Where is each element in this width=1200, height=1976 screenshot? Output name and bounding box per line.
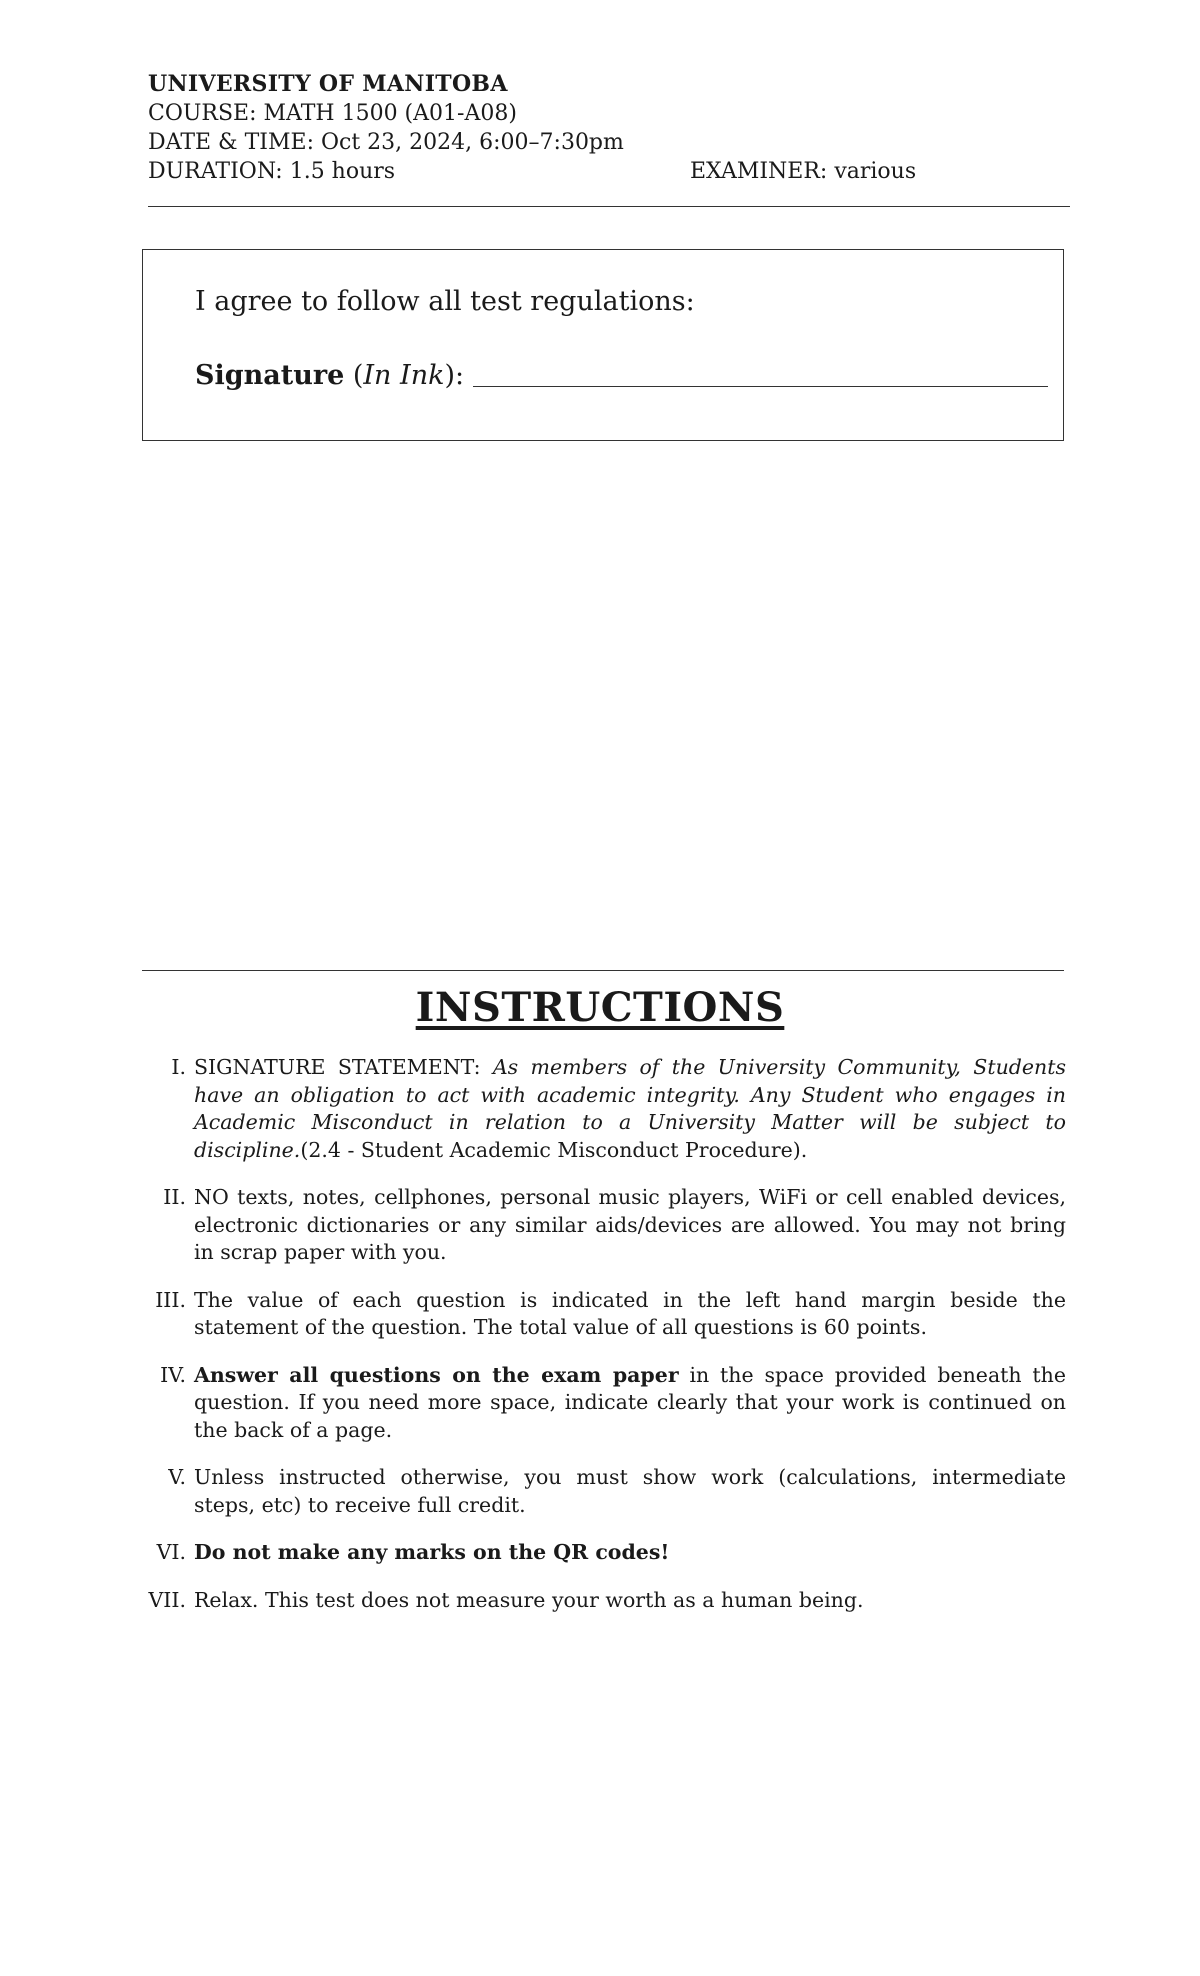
instruction-text: in the space provided beneath the question. If you need more space, indicate clearly that your work is continued on the back of a page.: [194, 1362, 1067, 1442]
signature-label-open: (: [344, 360, 364, 391]
header-divider: [148, 206, 1070, 207]
signature-line[interactable]: [473, 386, 1048, 387]
instruction-number: I.: [171, 1055, 186, 1079]
signature-label-bold: Signature: [195, 360, 345, 391]
instructions-divider: [142, 970, 1064, 971]
instruction-number: III.: [155, 1287, 186, 1312]
duration-line: DURATION: 1.5 hours: [148, 159, 396, 184]
instruction-lead: SIGNATURE STATEMENT:: [194, 1055, 493, 1079]
agreement-statement: I agree to follow all test regulations:: [195, 286, 695, 317]
signature-label: [195, 360, 464, 391]
date-time-line: DATE & TIME: Oct 23, 2024, 6:00–7:30pm: [148, 130, 624, 155]
instruction-text: NO texts, notes, cellphones, personal music players, WiFi or cell enabled devices, electronic dictionaries or any similar aids/devices are allowed. You may not bring in scrap paper with you.: [194, 1185, 1066, 1264]
instruction-number: V.: [168, 1465, 186, 1489]
instruction-number: IV.: [160, 1362, 186, 1387]
instruction-text: Relax. This test does not measure your worth as a human being.: [194, 1587, 864, 1612]
duration-row: [148, 157, 1068, 186]
instruction-text: The value of each question is indicated in the left hand margin beside the statement of the question. The total value of all questions is 60 points.: [194, 1287, 1066, 1339]
instruction-italic: As members of the University Community, Students have an obligation to act with academic integrity. Any Student who engages in Academic Misconduct in relation to a University Matter will be subject to discipline.: [194, 1055, 1066, 1162]
instruction-item: [140, 1287, 1066, 1342]
exam-header: [148, 70, 1068, 186]
signature-label-close: ):: [444, 360, 465, 391]
instruction-item: [140, 1184, 1066, 1267]
instruction-text: Unless instructed otherwise, you must show work (calculations, intermediate steps, etc) to receive full credit.: [194, 1465, 1066, 1517]
instruction-number: VII.: [148, 1587, 186, 1612]
instruction-item: [140, 1362, 1066, 1445]
instruction-bold: Answer all questions on the exam paper: [194, 1362, 679, 1387]
instruction-item: [140, 1464, 1066, 1519]
instruction-number: II.: [163, 1185, 186, 1209]
instruction-number: VI.: [156, 1540, 186, 1564]
instruction-item: [140, 1054, 1066, 1164]
instruction-bold: Do not make any marks on the QR codes!: [194, 1540, 670, 1564]
instruction-item: [140, 1539, 1066, 1567]
agreement-box: [142, 249, 1064, 441]
instructions-title: INSTRUCTIONS: [415, 984, 785, 1031]
signature-label-italic: In Ink: [363, 360, 445, 391]
instruction-tail: (2.4 - Student Academic Misconduct Procedure).: [300, 1137, 808, 1162]
examiner-line: EXAMINER: various: [690, 159, 917, 184]
instructions-list: [140, 1054, 1066, 1634]
university-name: UNIVERSITY OF MANITOBA: [148, 71, 508, 97]
course-line: COURSE: MATH 1500 (A01-A08): [148, 101, 517, 126]
instruction-item: [140, 1587, 1066, 1615]
